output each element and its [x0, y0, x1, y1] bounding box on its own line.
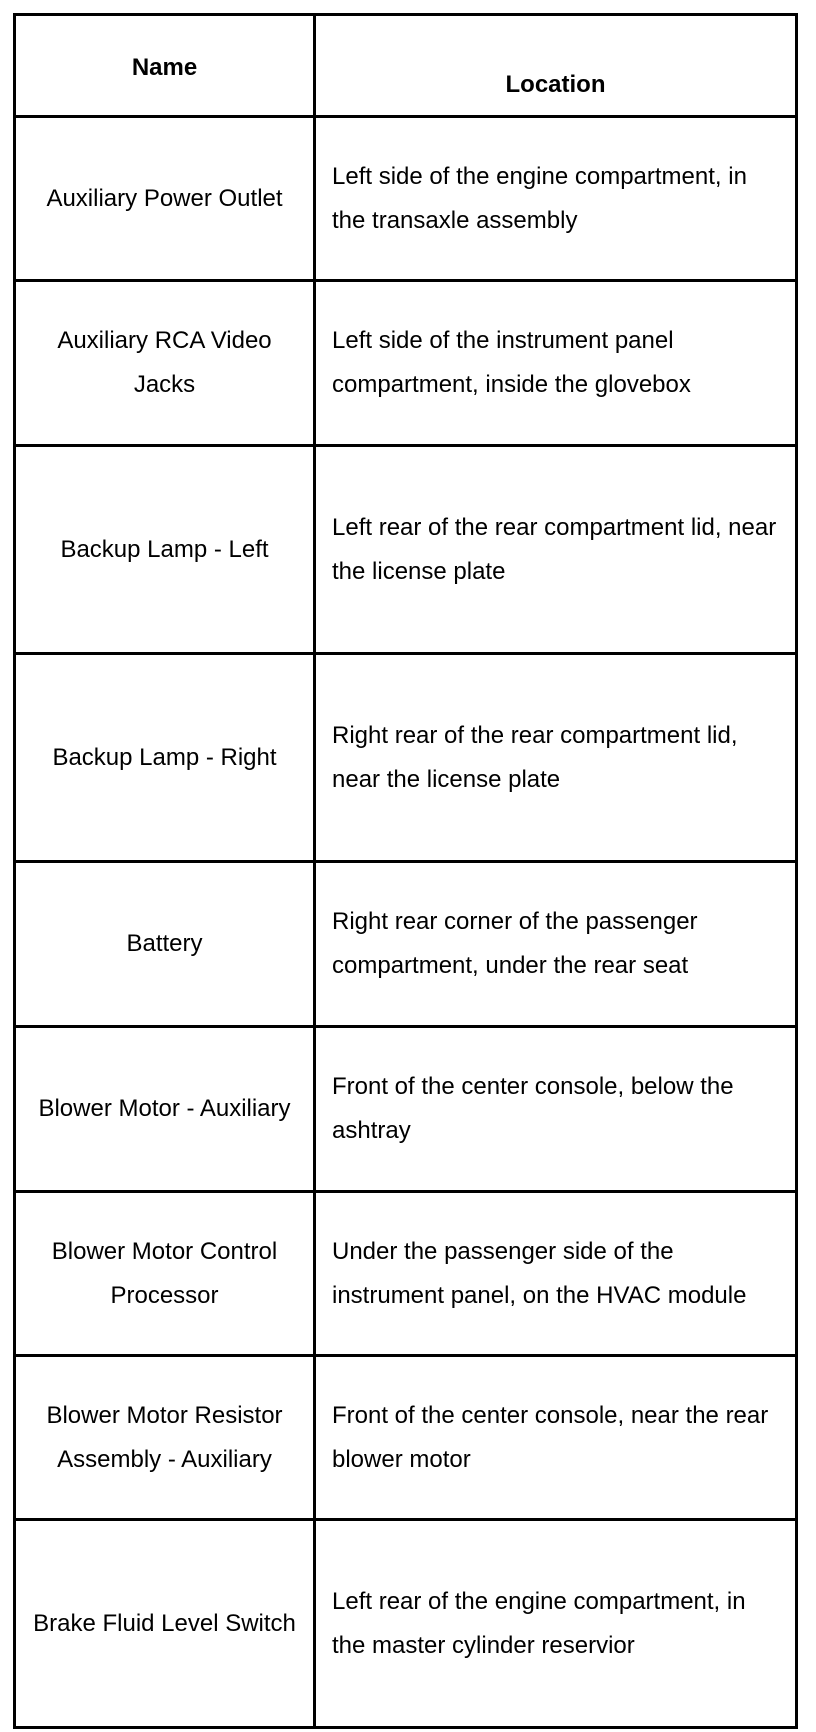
component-location-cell: Under the passenger side of the instrument panel, on the HVAC module: [315, 1192, 797, 1356]
column-header-location: Location: [315, 15, 797, 117]
component-name-cell: Auxiliary Power Outlet: [15, 117, 315, 281]
component-name-cell: Blower Motor Resistor Assembly - Auxiliary: [15, 1356, 315, 1520]
component-location-cell: Left rear of the engine compartment, in the master cylinder reservior: [315, 1520, 797, 1728]
table-row: [15, 1027, 797, 1192]
component-location-cell: Left side of the engine compartment, in the transaxle assembly: [315, 117, 797, 281]
column-header-name: Name: [15, 15, 315, 117]
component-location-cell: Left side of the instrument panel compartment, inside the glovebox: [315, 281, 797, 446]
component-location-cell: Right rear of the rear compartment lid, near the license plate: [315, 654, 797, 862]
table-header-row: [15, 15, 797, 117]
table-row: [15, 446, 797, 654]
component-name-cell: Backup Lamp - Left: [15, 446, 315, 654]
table-row: [15, 862, 797, 1027]
table-row: [15, 281, 797, 446]
component-location-cell: Front of the center console, below the ashtray: [315, 1027, 797, 1192]
component-location-table-container: [13, 13, 795, 1719]
component-location-table: [13, 13, 798, 1729]
component-location-cell: Left rear of the rear compartment lid, near the license plate: [315, 446, 797, 654]
component-name-cell: Auxiliary RCA Video Jacks: [15, 281, 315, 446]
component-name-cell: Brake Fluid Level Switch: [15, 1520, 315, 1728]
component-location-cell: Right rear corner of the passenger compartment, under the rear seat: [315, 862, 797, 1027]
component-name-cell: Backup Lamp - Right: [15, 654, 315, 862]
table-row: [15, 1192, 797, 1356]
table-row: [15, 654, 797, 862]
component-name-cell: Blower Motor Control Processor: [15, 1192, 315, 1356]
component-name-cell: Battery: [15, 862, 315, 1027]
table-row: [15, 1520, 797, 1728]
table-row: [15, 1356, 797, 1520]
table-row: [15, 117, 797, 281]
component-location-cell: Front of the center console, near the rear blower motor: [315, 1356, 797, 1520]
component-name-cell: Blower Motor - Auxiliary: [15, 1027, 315, 1192]
